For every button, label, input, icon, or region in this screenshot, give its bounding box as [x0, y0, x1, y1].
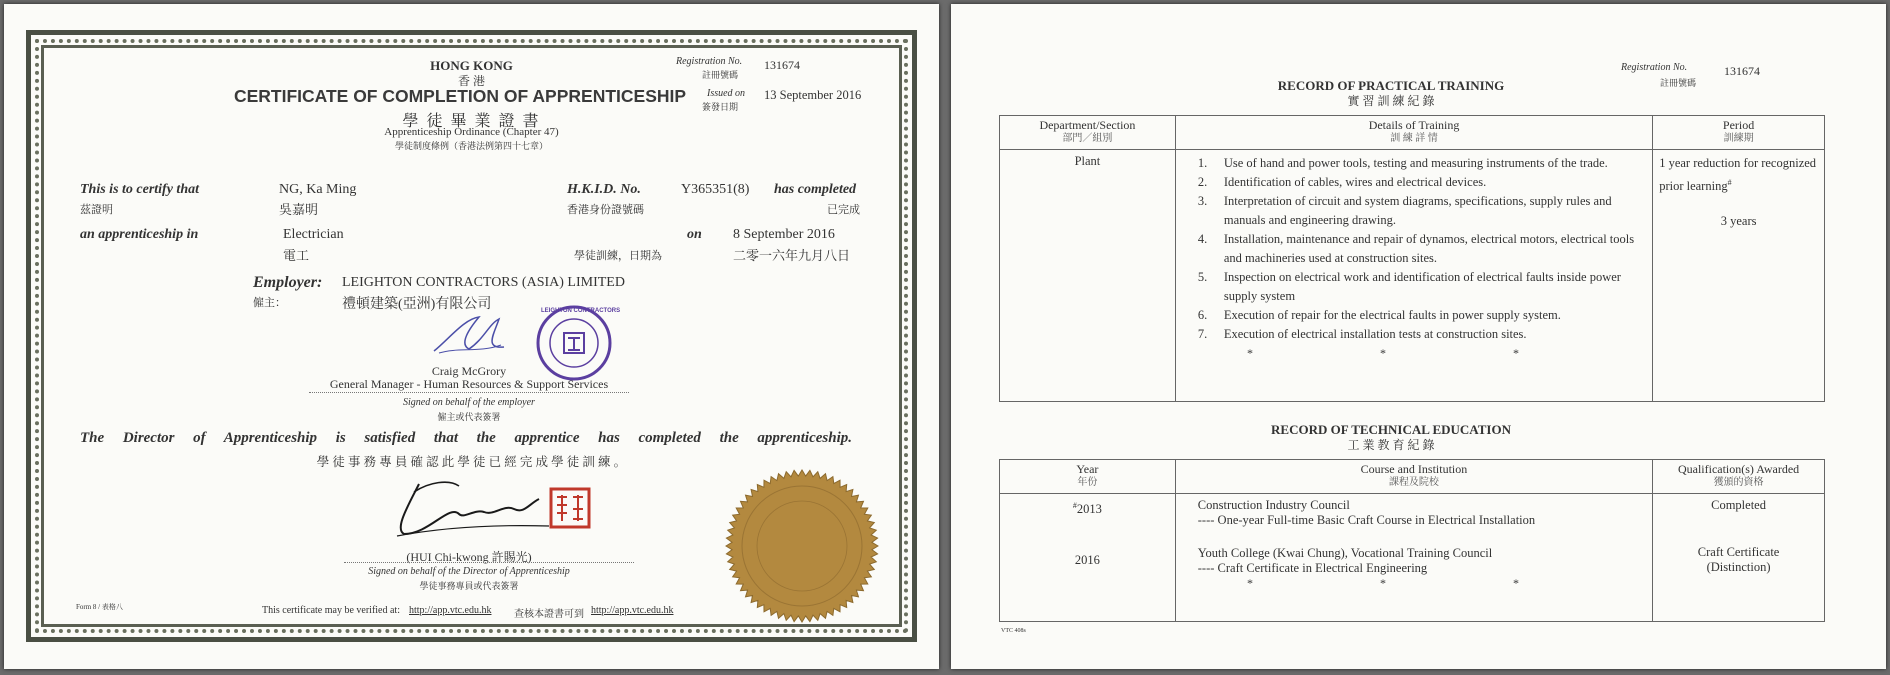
- list-item: 5. Inspection on electrical work and identification of electrical faults inside power supply system: [1197, 270, 1621, 303]
- certify-label-zh: 茲證明: [80, 204, 113, 216]
- form-number: Form 8 / 表格八: [76, 603, 123, 611]
- technical-title: RECORD OF TECHNICAL EDUCATION: [1271, 422, 1511, 437]
- institution-2016: Youth College (Kwai Chung), Vocational Training Council: [1197, 546, 1493, 560]
- registration-label: Registration No.: [676, 56, 743, 67]
- department-cell: Plant: [1000, 150, 1176, 402]
- director-signature-line: [344, 562, 634, 563]
- year-2016: 2016: [1074, 553, 1100, 568]
- institution-2013: Construction Industry Council: [1197, 498, 1350, 512]
- employer-signature-icon: [429, 309, 509, 359]
- practical-title-zh: 實 習 訓 練 紀 錄: [1347, 94, 1435, 108]
- list-item: 3. Interpretation of circuit and system diagrams, specifications, supply rules and manuals and engineering drawing.: [1197, 194, 1612, 227]
- course-2013: ---- One-year Full-time Basic Craft Course in Electrical Installation: [1197, 513, 1536, 527]
- year-2013: #2013: [1072, 501, 1102, 517]
- signed-employer: Signed on behalf of the employer: [403, 397, 535, 408]
- director-signature-icon: [389, 474, 559, 544]
- period-duration: 3 years: [1720, 214, 1757, 229]
- record-registration-number: 131674: [1724, 64, 1760, 78]
- list-item: 4. Installation, maintenance and repair of dynamos, electrical motors, electrical tools and machineries used at construction sites.: [1197, 232, 1635, 265]
- apprentice-name-zh: 吳嘉明: [279, 202, 319, 217]
- signed-director-zh: 學徒事務專員或代表簽署: [419, 581, 519, 591]
- signed-employer-zh: 僱主或代表簽署: [437, 412, 501, 422]
- practical-stars: * * *: [1247, 346, 1582, 360]
- employer-label: Employer:: [253, 274, 323, 291]
- employer-label-zh: 僱主：: [253, 297, 286, 309]
- company-stamp-text: LEIGHTON CONTRACTORS: [541, 308, 621, 314]
- signed-director: Signed on behalf of the Director of Apprenticeship: [368, 566, 570, 577]
- header-details: Details of Training 訓 練 詳 情: [1175, 116, 1652, 150]
- issued-label: Issued on: [707, 88, 746, 99]
- completed-label: has completed: [774, 182, 857, 197]
- period-reduction: 1 year reduction for recognized prior learning: [1659, 156, 1817, 194]
- signature-line: [309, 392, 629, 393]
- list-item: 1. Use of hand and power tools, testing and measuring instruments of the trade.: [1197, 156, 1608, 170]
- period-mark: #: [1727, 178, 1732, 187]
- year-cell: [1000, 494, 1176, 622]
- list-item: 2. Identification of cables, wires and electrical devices.: [1197, 175, 1487, 189]
- trade-zh: 電工: [283, 248, 310, 263]
- ordinance-text-zh: 學徒制度條例（香港法例第四十七章）: [394, 141, 548, 151]
- hkid-number: Y365351(8): [681, 182, 750, 197]
- list-item: 7. Execution of electrical installation tests at construction sites.: [1197, 327, 1527, 341]
- award-2016-note: (Distinction): [1706, 560, 1771, 574]
- apprentice-name: NG, Ka Ming: [279, 182, 357, 197]
- header-year: Year 年份: [1000, 460, 1176, 494]
- record-registration-label-zh: 註冊號碼: [1660, 78, 1697, 88]
- signatory-name: Craig McGrory: [431, 364, 507, 378]
- technical-education-table: [999, 459, 1825, 622]
- completion-date: 8 September 2016: [733, 227, 835, 242]
- header-department: Department/Section 部門／組別: [1000, 116, 1176, 150]
- award-2013: Completed: [1711, 498, 1766, 512]
- hong-kong-heading: HONG KONG: [430, 58, 513, 73]
- employer-name: LEIGHTON CONTRACTORS (ASIA) LIMITED: [342, 275, 625, 290]
- record-page: [951, 4, 1886, 669]
- record-registration-label: Registration No.: [1621, 62, 1688, 73]
- certificate-title: CERTIFICATE OF COMPLETION OF APPRENTICESHIP: [233, 86, 687, 106]
- completion-date-zh: 二零一六年九月八日: [733, 248, 851, 263]
- form-code: VTC 408s: [1001, 628, 1026, 634]
- training-date-label-zh: 學徒訓練，日期為: [574, 250, 662, 262]
- trade: Electrician: [283, 227, 344, 242]
- red-chop-icon: [549, 487, 591, 529]
- award-2016: Craft Certificate: [1697, 545, 1780, 559]
- on-label: on: [687, 227, 702, 242]
- training-details-cell: [1175, 150, 1652, 402]
- period-cell: [1653, 150, 1825, 402]
- apprenticeship-label: an apprenticeship in: [80, 227, 199, 242]
- registration-label-zh: 註冊號碼: [702, 70, 739, 80]
- completed-label-zh: 已完成: [827, 204, 860, 216]
- verify-text-zh: 查核本證書可到: [514, 609, 584, 620]
- technical-stars: * * *: [1246, 576, 1581, 590]
- director-statement-zh: 學 徒 事 務 專 員 確 認 此 學 徒 已 經 完 成 學 徒 訓 練 。: [316, 455, 627, 469]
- course-cell: [1175, 494, 1652, 622]
- practical-title: RECORD OF PRACTICAL TRAINING: [1277, 78, 1505, 93]
- qualification-cell: [1653, 494, 1825, 622]
- hkid-label-zh: 香港身份證號碼: [567, 204, 644, 216]
- issued-date: 13 September 2016: [764, 88, 862, 102]
- practical-training-table: [999, 115, 1825, 402]
- registration-number: 131674: [764, 58, 800, 72]
- header-period: Period 訓練期: [1653, 116, 1825, 150]
- certify-label: This is to certify that: [80, 182, 199, 197]
- employer-name-zh: 禮頓建築(亞洲)有限公司: [342, 297, 492, 312]
- issued-label-zh: 簽發日期: [702, 102, 739, 112]
- ordinance-text: Apprenticeship Ordinance (Chapter 47): [384, 126, 559, 138]
- header-qualification: Qualification(s) Awarded 獲頒的資格: [1653, 460, 1825, 494]
- director-name: (HUI Chi-kwong 許賜光): [406, 550, 532, 564]
- hong-kong-heading-zh: 香 港: [457, 74, 485, 88]
- certificate-page: [4, 4, 939, 669]
- verify-link-zh[interactable]: http://app.vtc.edu.hk: [591, 605, 674, 616]
- gold-seal-icon: [722, 466, 882, 626]
- verify-link[interactable]: http://app.vtc.edu.hk: [409, 605, 492, 616]
- director-statement: The Director of Apprenticeship is satisfied that the apprentice has completed the apprenticeship.: [80, 430, 852, 446]
- hkid-label: H.K.I.D. No.: [567, 182, 641, 197]
- signatory-title: General Manager - Human Resources & Support Services: [329, 377, 609, 391]
- course-2016: ---- Craft Certificate in Electrical Engineering: [1197, 561, 1428, 575]
- verify-text: This certificate may be verified at:: [262, 605, 400, 616]
- training-items-list: [1176, 150, 1652, 348]
- header-course: Course and Institution 課程及院校: [1175, 460, 1652, 494]
- list-item: 6. Execution of repair for the electrical faults in power supply system.: [1197, 308, 1561, 322]
- technical-title-zh: 工 業 教 育 紀 錄: [1347, 438, 1435, 452]
- certificate-title-zh: 學 徒 畢 業 證 書: [402, 113, 541, 130]
